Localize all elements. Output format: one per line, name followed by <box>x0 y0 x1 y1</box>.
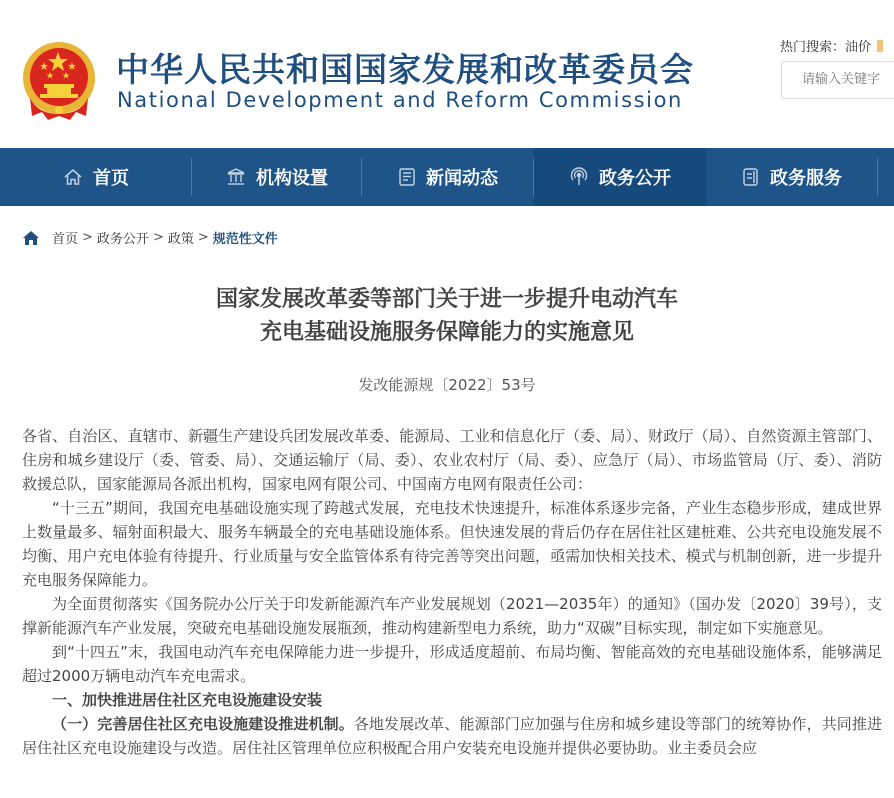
document-number: 发改能源规〔2022〕53号 <box>358 376 536 394</box>
nav-label: 政务服务 <box>770 168 842 189</box>
broadcast-signal-icon <box>569 167 589 187</box>
breadcrumb-separator: > <box>82 230 93 245</box>
body-paragraph: “十三五”期间，我国充电基础设施实现了跨越式发展，充电技术快速提升，标准体系逐步完备，产业生态稳步形成，建成世界上数量最多、辐射面积最大、服务车辆最全的充电基础设施体系。但快速发展的背后仍存在居住社区建桩难、公共充电设施发展不均衡、用户充电体验有待提升、行业质量与安全监管体系有待完善等突出问题，亟需加快相关技术、模式与机制创新，进一步提升充电服务保障能力。 <box>22 499 882 589</box>
breadcrumb <box>22 228 278 247</box>
institution-building-icon <box>226 167 246 187</box>
hot-search-label: 热门搜索： <box>780 40 846 55</box>
nav-label: 政务公开 <box>599 168 671 189</box>
service-list-icon <box>742 167 760 187</box>
body-paragraph: 为全面贯彻落实《国务院办公厅关于印发新能源汽车产业发展规划（2021—2035年）的通知》（国办发〔2020〕39号），支撑新能源汽车产业发展，突破充电基础设施发展瓶颈，推动构建新型电力系统，助力“双碳”目标实现，制定如下实施意见。 <box>22 595 882 637</box>
article-body <box>22 424 882 760</box>
site-title-english[interactable]: National Development and Reform Commission <box>117 88 683 112</box>
breadcrumb-separator: > <box>152 230 164 245</box>
breadcrumb-current[interactable]: 规范性文件 <box>212 232 278 247</box>
home-icon[interactable] <box>22 230 40 246</box>
hot-search-next-term-fragment[interactable] <box>877 40 883 52</box>
nav-label: 首页 <box>93 168 129 189</box>
search-input[interactable] <box>802 72 894 87</box>
site-title-chinese[interactable]: 中华人民共和国国家发展和改革委员会 <box>116 50 694 89</box>
main-nav <box>0 148 894 206</box>
body-paragraph: 到“十四五”末，我国电动汽车充电保障能力进一步提升，形成适度超前、布局均衡、智能高效的充电基础设施体系，能够满足超过2000万辆电动汽车充电需求。 <box>22 643 882 685</box>
nav-item-overflow[interactable] <box>878 148 894 206</box>
section-heading: 一、加快推进居住社区充电设施建设安装 <box>52 691 323 709</box>
article-title-line-1: 国家发展改革委等部门关于进一步提升电动汽车 <box>215 287 678 312</box>
hot-search <box>780 36 883 55</box>
breadcrumb-separator: > <box>197 230 209 245</box>
search-box[interactable] <box>781 61 894 99</box>
home-outline-icon <box>63 167 83 187</box>
breadcrumb-link-home[interactable]: 首页 <box>52 232 79 247</box>
site-header <box>0 0 894 148</box>
addressees-paragraph: 各省、自治区、直辖市、新疆生产建设兵团发展改革委、能源局、工业和信息化厅（委、局）、财政厅（局）、自然资源主管部门、住房和城乡建设厅（委、管委、局）、交通运输厅（局、委）、农业农村厅（局、委）、应急厅（局）、市场监管局（厅、委）、消防救援总队，国家能源局各派出机构，国家电网有限公司、中国南方电网有限责任公司： <box>22 427 882 493</box>
breadcrumb-link-government-affairs-open[interactable]: 政务公开 <box>96 232 149 247</box>
national-emblem-logo[interactable] <box>20 40 98 122</box>
subsection-heading: （一）完善居住社区充电设施建设推进机制。 <box>52 715 354 733</box>
news-document-icon <box>398 167 416 187</box>
nav-item-government-services[interactable] <box>706 148 878 206</box>
article-title-line-2: 充电基础设施服务保障能力的实施意见 <box>259 320 634 345</box>
subsection-text: 各地发展改革、能源部门应加强与住房和城乡建设等部门的统筹协作，共同推进居住社区充电设施建设与改造。居住社区管理单位应积极配合用户安装充电设施并提供必要协助。业主委员会应 <box>22 715 882 757</box>
breadcrumb-link-policy[interactable]: 政策 <box>167 232 194 247</box>
hot-search-term[interactable]: 油价 <box>845 40 872 55</box>
nav-label: 机构设置 <box>256 168 328 189</box>
subsection-paragraph <box>22 712 882 760</box>
nav-label: 新闻动态 <box>426 168 498 189</box>
nav-item-government-affairs-open[interactable] <box>534 148 706 206</box>
nav-item-news[interactable] <box>362 148 534 206</box>
nav-item-home[interactable] <box>0 148 192 206</box>
nav-item-institutions[interactable] <box>192 148 362 206</box>
